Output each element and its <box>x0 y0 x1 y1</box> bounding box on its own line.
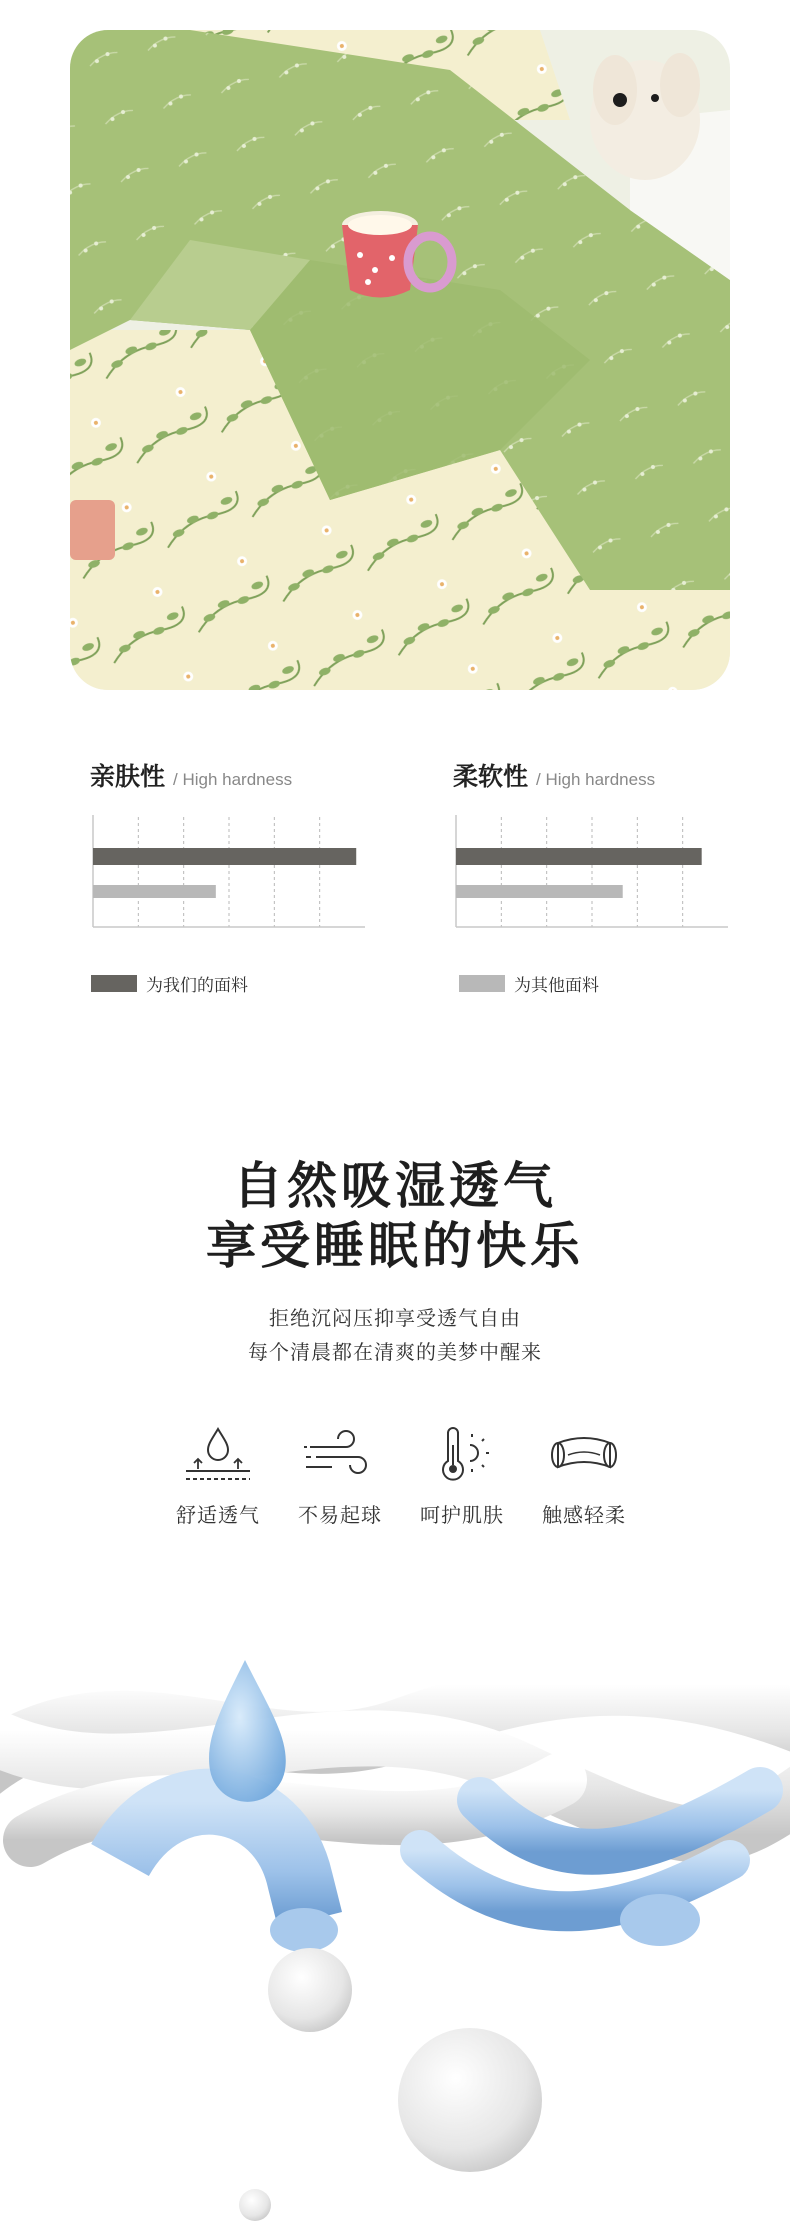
chart-subtitle: / High hardness <box>536 770 656 789</box>
bar-others <box>93 885 216 898</box>
bar-ours <box>93 848 356 865</box>
chart-title: 柔软性 <box>453 762 529 791</box>
wind-icon <box>302 1425 378 1485</box>
bar-ours <box>456 848 702 865</box>
headline-line-2: 享受睡眠的快乐 <box>206 1217 584 1275</box>
product-photo <box>70 30 730 690</box>
bedding-photo-illustration <box>70 30 730 690</box>
fiber-illustration <box>0 1620 790 2240</box>
headline-line-1: 自然吸湿透气 <box>233 1157 557 1215</box>
fabric-roll-icon <box>546 1425 622 1485</box>
legend-label-others: 为其他面料 <box>514 976 599 996</box>
feature-label: 触感轻柔 <box>542 1503 626 1527</box>
feature-label: 呵护肌肤 <box>420 1503 504 1527</box>
chart-title: 亲肤性 <box>90 762 166 791</box>
legend-ours <box>91 971 248 996</box>
legend-label-ours: 为我们的面料 <box>146 976 248 996</box>
thermometer-sun-icon <box>424 1425 500 1485</box>
subtext-line-2: 每个清晨都在清爽的美梦中醒来 <box>248 1340 542 1364</box>
feature-label: 舒适透气 <box>176 1503 260 1527</box>
chart-subtitle: / High hardness <box>173 770 293 789</box>
bar-others <box>456 885 623 898</box>
moisture-drop-icon <box>180 1425 256 1485</box>
feature-soft-touch <box>509 1425 659 1528</box>
subtext-line-1: 拒绝沉闷压抑享受透气自由 <box>269 1306 521 1330</box>
legend-others <box>459 971 599 996</box>
chart-skin-friendly <box>90 815 370 935</box>
feature-label: 不易起球 <box>298 1503 382 1527</box>
plush-puppy <box>590 53 700 180</box>
chart-softness <box>453 815 733 935</box>
chart-skin-friendly-header <box>90 757 292 793</box>
legend-swatch-others <box>459 975 505 992</box>
chart-softness-header <box>453 757 655 793</box>
legend-swatch-ours <box>91 975 137 992</box>
